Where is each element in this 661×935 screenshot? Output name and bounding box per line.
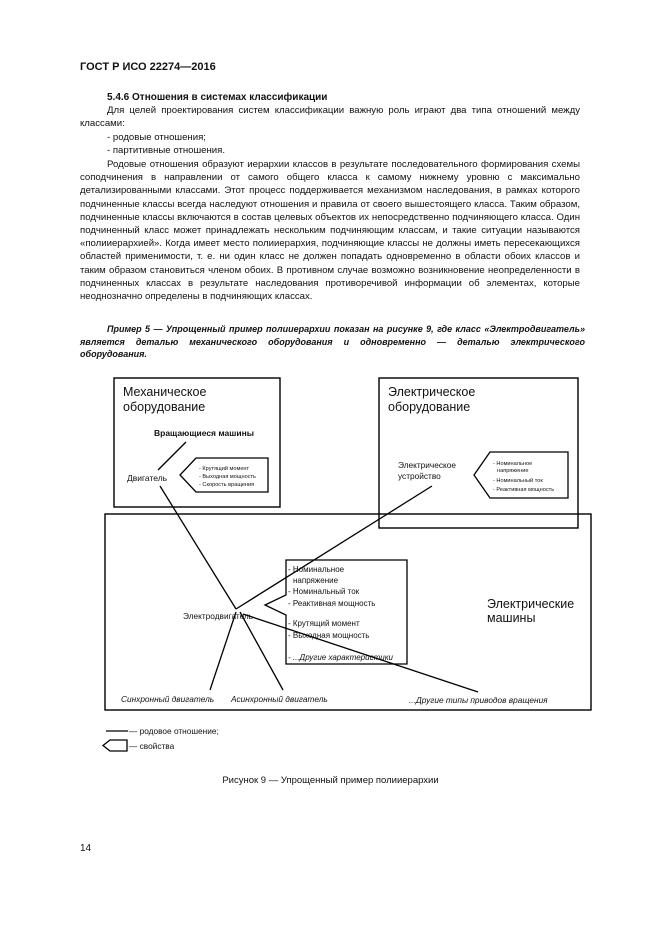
intro-paragraph: Для целей проектирования систем классификации важную роль играют два типа отношений между классами: [80,105,580,130]
legend-props-text: — свойства [129,741,175,751]
main-paragraph: Родовые отношения образуют иерархии классов в результате последовательного формирования схемы соподчинения в направлении от самого общего класса к самому нижнему уровню с максимально детализированными классами. Этот процесс поддерживается механизмом наследования, в рамках которого подчиненные классы всегда наследуют отношения и правила от своего вышестоящего класса. Таким образом, подчиненные классы включаются в состав целевых объектов их непосредственно подчиняющего класса. Один подчиненный класс может принадлежать нескольким подчиняющим классам, и такие ситуации называются «полииерархией». Когда имеет место полииерархия, подчиняющие классы не должны иметь пересекающихся областей применимости, т. е. ни один класс не должен попадать одновременно в области обоих классов и таким образом становиться членом обоих. В противном случае возможно возникновение неопределенности в подчиненных классах в результате наследования противоречивой информации об элементах, которые неоднозначно определены в подчиняющих классах. [80,159,580,303]
asynchronous-motor-label: Асинхронный двигатель [231,694,328,704]
motor-prop-6: - Выходная мощность [288,631,370,640]
legend-callout-symbol [103,740,127,751]
motor-prop-1: - Номинальное [288,565,345,574]
motor-prop-4: - Реактивная мощность [288,599,376,608]
legend-generic-text: — родовое отношение; [129,726,219,736]
motor-prop-5: - Крутящий момент [288,619,360,628]
motor-prop-2: напряжение [293,576,339,585]
electrical-title-line2: оборудование [388,400,471,414]
electric-machines-line1: Электрические [487,597,575,611]
elec-prop-4: - Реактивная мощность [493,487,555,493]
elec-prop-1: - Номинальное [493,461,533,467]
document-header: ГОСТ Р ИСО 22274—2016 [80,61,216,73]
elec-prop-3: - Номинальный ток [493,478,543,484]
figure-caption: Рисунок 9 — Упрощенный пример полииерархии [222,775,439,786]
motor-prop-3: - Номинальный ток [288,587,360,596]
example-note: Пример 5 — Упрощенный пример полииерархии показан на рисунке 9, где класс «Электродвигатель» является деталью механического оборудования и одновременно — деталью электрического оборудования. [80,324,585,359]
section-title: 5.4.6 Отношения в системах классификации [107,92,328,103]
electrical-device-line1: Электрическое [398,460,456,470]
electric-motor-label: Электродвигатель [183,611,254,621]
mechanical-title-line1: Механическое [123,385,207,399]
electrical-device-line2: устройство [398,471,441,481]
electric-machines-line2: машины [487,611,536,625]
bullet-generic: - родовые отношения; [107,132,206,143]
mech-prop-torque: - Крутящий момент [199,466,250,472]
elec-prop-2: напряжение [497,468,529,474]
rotating-machines-label: Вращающиеся машины [154,428,254,438]
page-number: 14 [80,843,92,854]
other-drives-label: ...Другие типы приводов вращения [409,695,548,705]
synchronous-motor-label: Синхронный двигатель [121,694,215,704]
electrical-title-line1: Электрическое [388,385,476,399]
engine-label: Двигатель [127,473,168,483]
mechanical-title-line2: оборудование [123,400,206,414]
mech-prop-output: - Выходная мощность [199,474,256,480]
mech-prop-speed: - Скорость вращения [199,482,255,488]
bullet-partitive: - партитивные отношения. [107,145,226,156]
motor-prop-7: - ...Другие характеристики [288,653,393,662]
